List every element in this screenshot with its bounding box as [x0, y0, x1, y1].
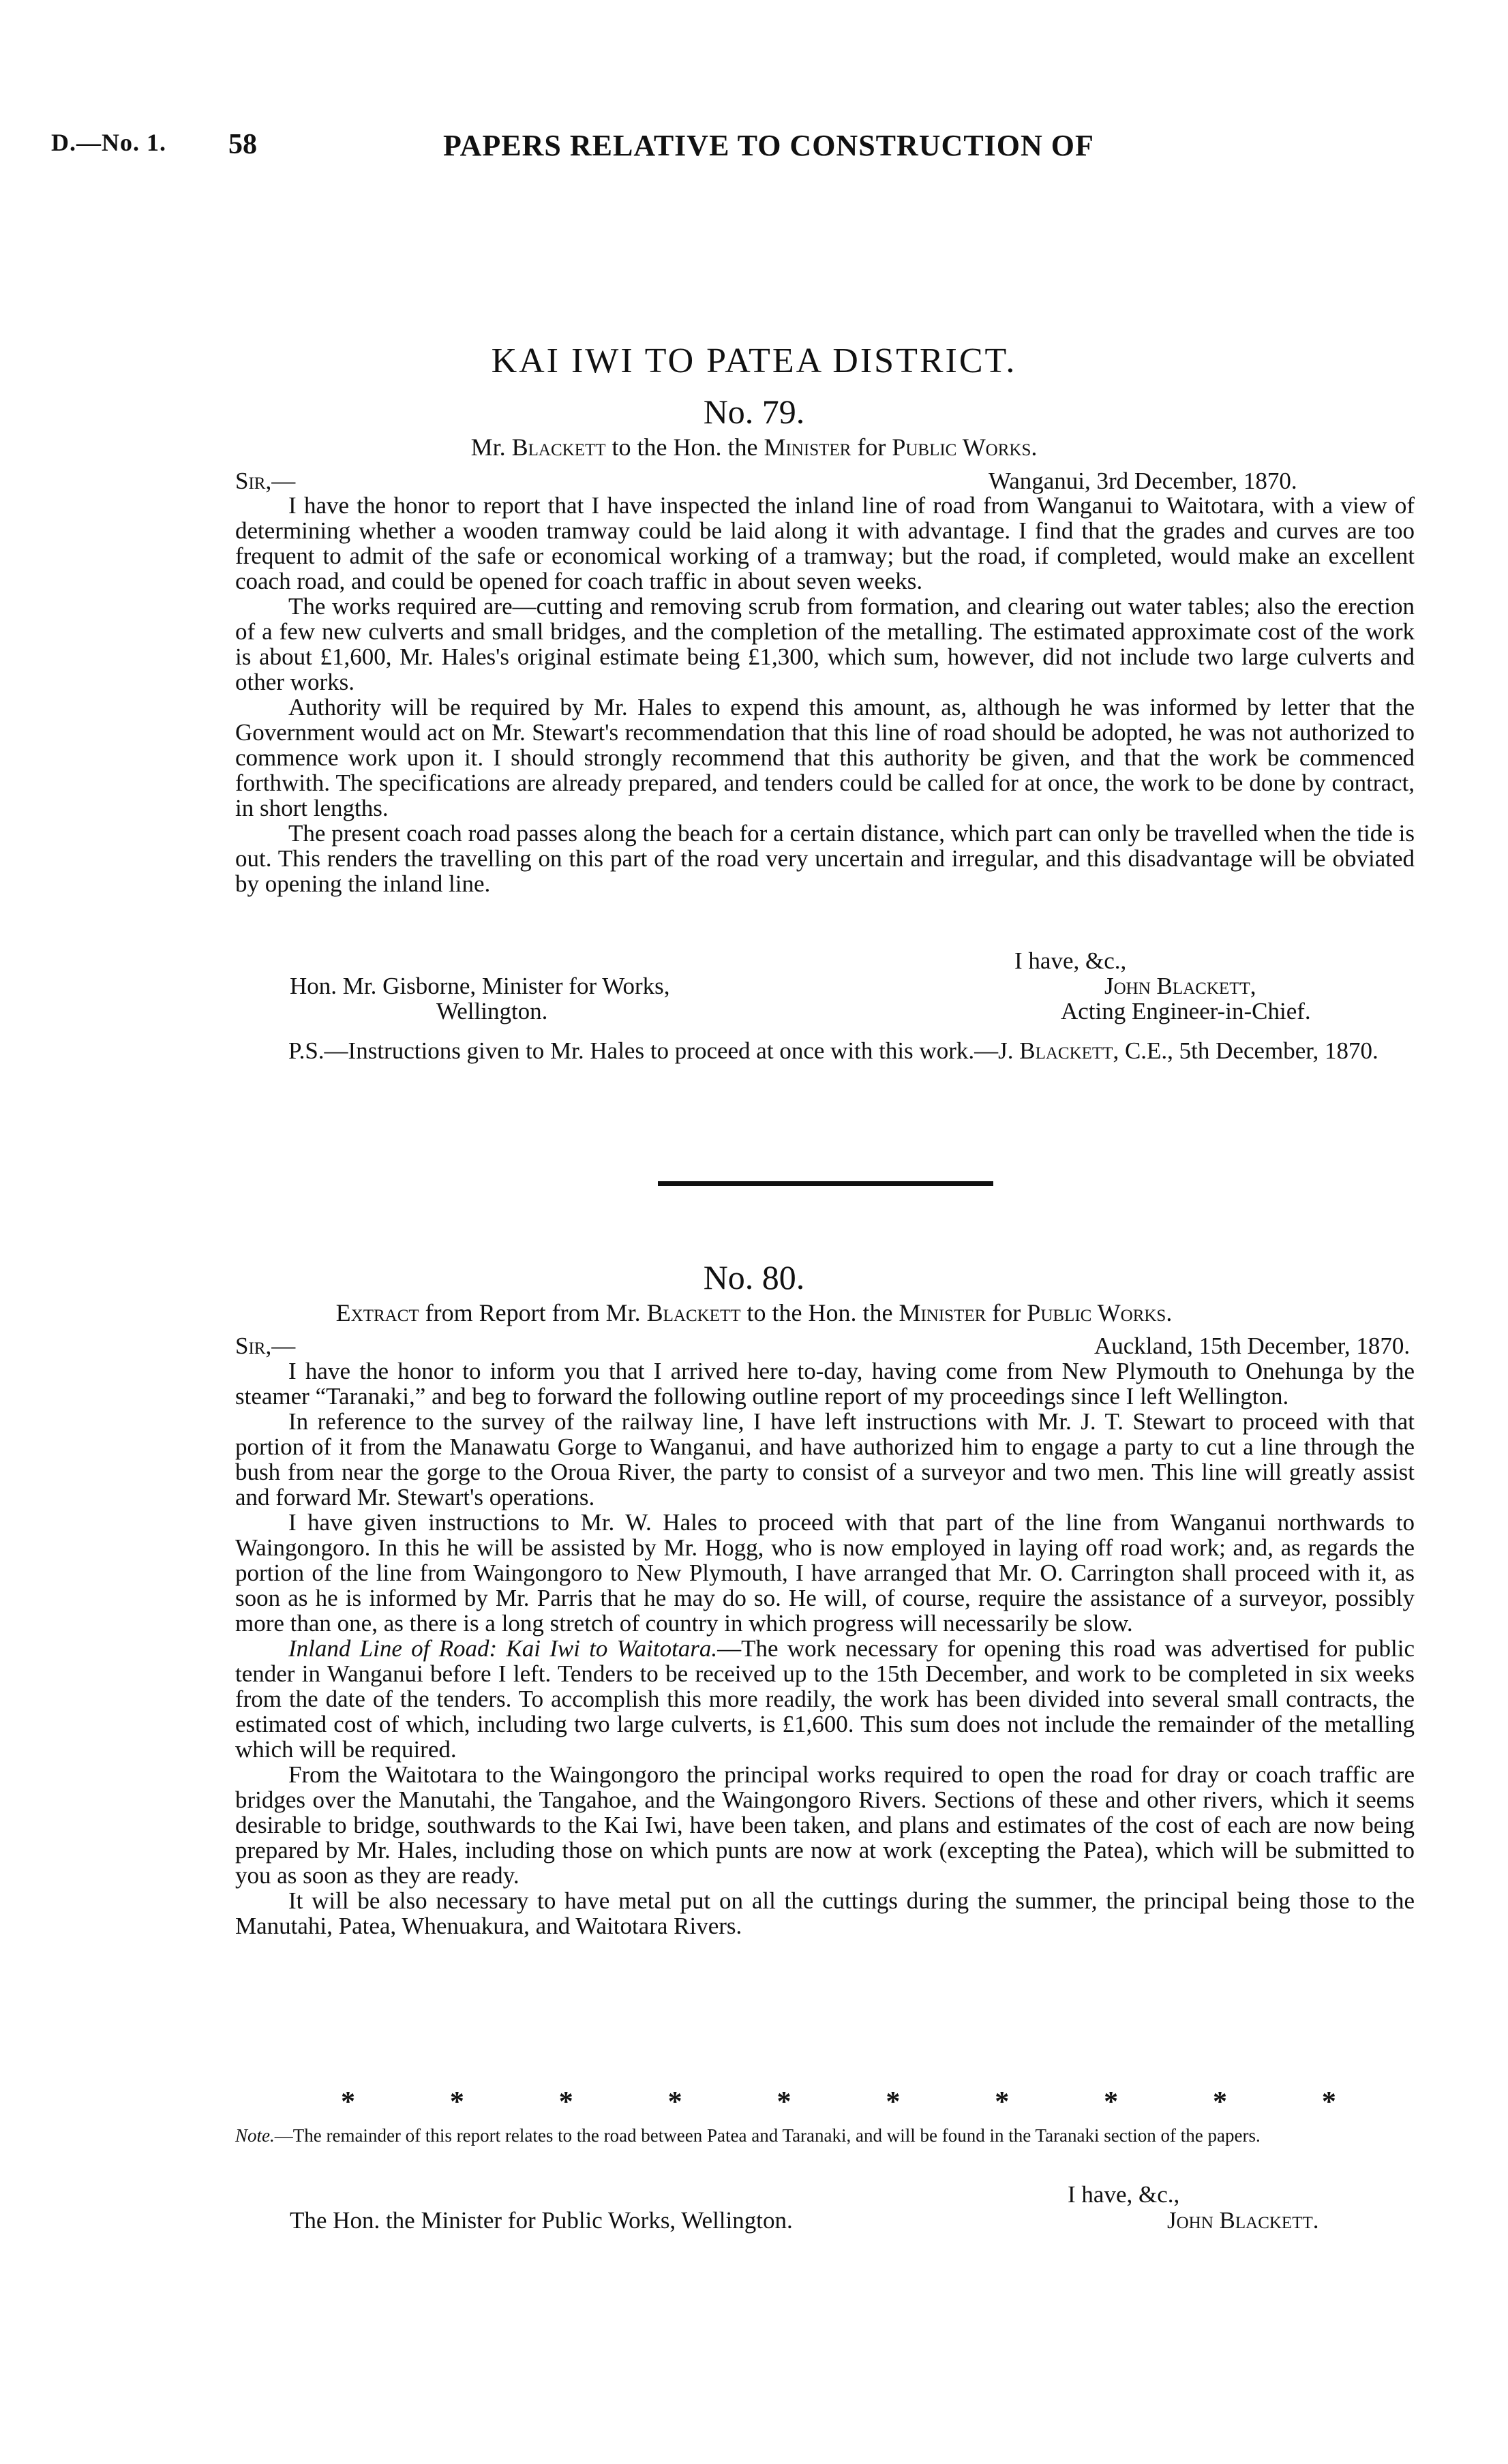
paragraph: I have the honor to inform you that I arrived here to-day, having come from New Plymouth to Onehunga by the steamer “Taranaki,” and beg to forward the following outline report of my proceedings since I left Wellington. — [235, 1358, 1415, 1410]
postscript-name: Blackett — [1019, 1037, 1113, 1064]
letter-79-body — [235, 493, 1415, 896]
heading-recipient: Minister — [764, 434, 851, 461]
note-text: —The remainder of this report relates to the road between Patea and Taranaki, and will be found in the Taranaki section of the papers. — [274, 2125, 1261, 2146]
star: * — [341, 2086, 355, 2118]
postscript-text: P.S.—Instructions given to Mr. Hales to proceed at once with this work.—J. — [288, 1037, 1020, 1064]
heading-text: . — [1166, 1299, 1173, 1326]
letter-79-place-date: Wanganui, 3rd December, 1870. — [989, 468, 1297, 494]
letter-80-body — [235, 1358, 1415, 1938]
star: * — [449, 2086, 464, 2118]
star: * — [1321, 2086, 1336, 2118]
letter-80-addressee: The Hon. the Minister for Public Works, Wellington. — [290, 2207, 793, 2234]
section-divider — [658, 1181, 993, 1186]
letter-79-addressee: Hon. Mr. Gisborne, Minister for Works, — [290, 973, 670, 999]
star: * — [1104, 2086, 1119, 2118]
letter-79-addressee-city: Wellington. — [436, 998, 548, 1024]
letter-79-heading — [0, 433, 1508, 461]
document-reference: D.—No. 1. — [51, 129, 166, 156]
paragraph: The works required are—cutting and removing scrub from formation, and clearing out water tables; also the erection of a few new culverts and small bridges, and the completion of the metalling. The estimated approximate cost of the work is about £1,600, Mr. Hales's original estimate being £1,300, which sum, however, did not include two large culverts and other works. — [235, 593, 1415, 695]
heading-extract: Extract — [335, 1299, 419, 1326]
omission-stars — [341, 2086, 1336, 2118]
paragraph: It will be also necessary to have metal put on all the cuttings during the summer, the principal being those to the Manutahi, Patea, Whenuakura, and Waitotara Rivers. — [235, 1887, 1415, 1939]
star: * — [1213, 2086, 1227, 2118]
heading-text: . — [1031, 434, 1038, 461]
heading-text: to the Hon. the — [740, 1299, 899, 1326]
paragraph: I have given instructions to Mr. W. Hales to proceed with that part of the line from Wanganui northwards to Waingongoro. In this he will be assisted by Mr. Hogg, who is now employed in laying off road work; and, as regards the portion of the line from Waingongoro to New Plymouth, I have arranged that Mr. O. Carrington shall proceed with it, as soon as he is informed by Mr. Parris that he may do so. He will, of course, require the assistance of a surveyor, possibly more than one, as there is a long stretch of country in which progress will necessarily be slow. — [235, 1509, 1415, 1637]
editorial-note — [235, 2125, 1415, 2146]
paragraph: In reference to the survey of the railway line, I have left instructions with Mr. J. T. Stewart to proceed with that portion of it from the Manawatu Gorge to Wanganui, and have authorized him to engage a party to cut a line through the bush from near the gorge to the Oroua River, the party to consist of a surveyor and two men. This line will greatly assist and forward Mr. Stewart's operations. — [235, 1408, 1415, 1510]
letter-80-signature: John Blackett. — [1167, 2207, 1319, 2234]
heading-sender: Blackett — [511, 434, 606, 461]
page-number: 58 — [228, 129, 257, 160]
note-label: Note. — [235, 2125, 275, 2146]
heading-text: to the Hon. the — [605, 434, 764, 461]
letter-80-heading — [0, 1298, 1508, 1327]
letter-80-closing: I have, &c., — [1068, 2181, 1180, 2208]
heading-recipient: Minister — [899, 1299, 986, 1326]
letter-79-number: No. 79. — [703, 393, 805, 431]
star: * — [995, 2086, 1010, 2118]
paragraph: Authority will be required by Mr. Hales to expend this amount, as, although he was informed by letter that the Government would act on Mr. Stewart's recommendation that this line of road should be adopted, he was not authorized to commence work upon it. I should strongly recommend that this authority be given, and that the work be commenced forthwith. The specifications are already prepared, and tenders could be called for at once, the work to be done by contract, in short lengths. — [235, 694, 1415, 821]
running-title: PAPERS RELATIVE TO CONSTRUCTION OF — [443, 129, 1094, 162]
star: * — [776, 2086, 791, 2118]
letter-80-number: No. 80. — [703, 1258, 805, 1296]
star: * — [886, 2086, 901, 2118]
letter-79-signature-title: Acting Engineer-in-Chief. — [1061, 998, 1311, 1024]
letter-79-closing: I have, &c., — [1014, 947, 1127, 974]
letter-80-place-date: Auckland, 15th December, 1870. — [1094, 1333, 1411, 1359]
letter-79-signature: John Blackett, — [1104, 973, 1256, 999]
heading-text: for — [851, 434, 892, 461]
paragraph — [235, 1636, 1415, 1762]
section-title: KAI IWI TO PATEA DISTRICT. — [491, 341, 1017, 380]
heading-department: Public Works — [1027, 1299, 1166, 1326]
letter-79-postscript — [235, 1038, 1415, 1063]
postscript-text: , C.E., 5th December, 1870. — [1113, 1037, 1378, 1064]
inland-text: —The work necessary for opening this road was advertised for public tender in Wanganui before I left. Tenders to be received up to the 15th December, and work to be completed in six weeks from the date of the tenders. To accomplish this more readily, the work has been divided into several small contracts, the estimated cost of which, including two large culverts, is £1,600. This sum does not include the remainder of the metalling which will be required. — [235, 1635, 1415, 1763]
heading-text: from Report from Mr. — [419, 1299, 647, 1326]
heading-text: for — [986, 1299, 1027, 1326]
paragraph: The present coach road passes along the beach for a certain distance, which part can only be travelled when the tide is out. This renders the travelling on this part of the road very uncertain and irregular, and this disadvantage will be obviated by opening the inland line. — [235, 820, 1415, 897]
letter-80-salutation: Sir,— — [235, 1333, 296, 1359]
heading-department: Public Works — [892, 434, 1031, 461]
star: * — [667, 2086, 682, 2118]
paragraph: I have the honor to report that I have inspected the inland line of road from Wanganui to Waitotara, with a view of determining whether a wooden tramway could be laid along it with advantage. I find that the grades and curves are too frequent to admit of the safe or economical working of a tramway; but the road, if completed, would make an excellent coach road, and could be opened for coach traffic in about seven weeks. — [235, 492, 1415, 594]
heading-sender: Blackett — [646, 1299, 741, 1326]
star: * — [558, 2086, 573, 2118]
inland-heading: Inland Line of Road: Kai Iwi to Waitotara. — [288, 1635, 718, 1662]
paragraph: From the Waitotara to the Waingongoro the principal works required to open the road for dray or coach traffic are bridges over the Manutahi, the Tangahoe, and the Waingongoro Rivers. Sections of these and other rivers, which it seems desirable to bridge, southwards to the Kai Iwi, have been taken, and plans and estimates of the cost of each are now being prepared by Mr. Hales, including those on which punts are now at work (excepting the Patea), which will be submitted to you as soon as they are ready. — [235, 1761, 1415, 1889]
heading-text: Mr. — [470, 434, 512, 461]
letter-79-salutation: Sir,— — [235, 468, 296, 494]
